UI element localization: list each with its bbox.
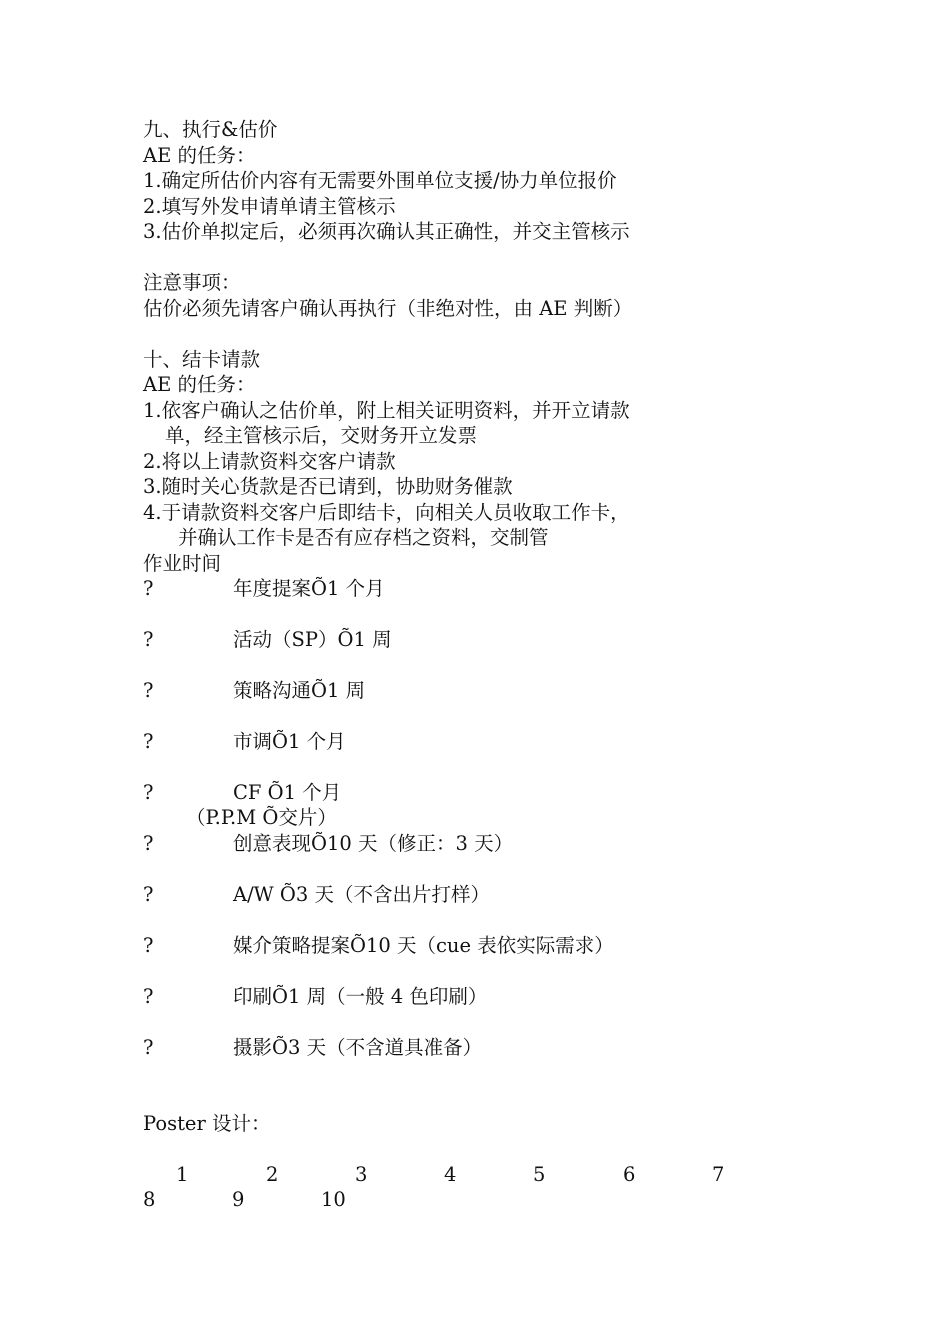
poster-number: 7 [712,1163,725,1186]
poster-number: 6 [623,1163,636,1186]
poster-number: 3 [355,1163,368,1186]
section-10-item-3: 3.随时关心货款是否已请到，协助财务催款 [143,475,513,498]
poster-label: Poster 设计： [143,1112,271,1135]
section-9-item-3: 3.估价单拟定后，必须再次确认其正确性，并交主管核示 [143,220,630,243]
section-9-ae-label: AE 的任务： [143,144,256,167]
schedule-bullet: ? [143,781,154,804]
note-text: 估价必须先请客户确认再执行（非绝对性，由 AE 判断） [143,297,633,320]
section-10-item-1-line-1: 1.依客户确认之估价单，附上相关证明资料，并开立请款 [143,399,630,422]
schedule-bullet: ? [143,832,154,855]
section-10-item-4-line-2: 并确认工作卡是否有应存档之资料，交制管 [178,526,549,549]
schedule-item-8: 媒介策略提案Õ10 天（cue 表依实际需求） [233,934,614,957]
schedule-item-1: 年度提案Õ1 个月 [233,577,385,600]
schedule-bullet: ? [143,1036,154,1059]
schedule-bullet: ? [143,679,154,702]
schedule-item-6: 创意表现Õ10 天（修正：3 天） [233,832,514,855]
section-10-heading: 十、结卡请款 [143,348,261,371]
schedule-item-4: 市调Õ1 个月 [233,730,346,753]
section-10-item-1-line-2: 单，经主管核示后，交财务开立发票 [165,424,478,447]
schedule-item-7: A/W Õ3 天（不含出片打样） [233,883,490,906]
schedule-bullet: ? [143,883,154,906]
section-10-ae-label: AE 的任务： [143,373,256,396]
poster-number: 5 [533,1163,546,1186]
schedule-bullet: ? [143,730,154,753]
poster-number: 2 [266,1163,279,1186]
schedule-bullet: ? [143,577,154,600]
schedule-cf-subnote: （P.P.M Õ交片） [186,806,337,829]
schedule-bullet: ? [143,985,154,1008]
note-label: 注意事项： [143,271,241,294]
poster-number: 1 [176,1163,189,1186]
section-9-heading: 九、执行&估价 [143,118,278,141]
section-9-item-1: 1.确定所估价内容有无需要外围单位支援/协力单位报价 [143,169,617,192]
poster-number: 9 [232,1188,245,1211]
schedule-item-10: 摄影Õ3 天（不含道具准备） [233,1036,483,1059]
poster-number: 8 [143,1188,156,1211]
schedule-item-3: 策略沟通Õ1 周 [233,679,366,702]
poster-number: 4 [444,1163,457,1186]
schedule-item-5: CF Õ1 个月 [233,781,342,804]
section-10-item-4-line-1: 4.于请款资料交客户后即结卡，向相关人员收取工作卡， [143,501,630,524]
schedule-item-9: 印刷Õ1 周（一般 4 色印刷） [233,985,488,1008]
schedule-bullet: ? [143,628,154,651]
poster-number: 10 [321,1188,346,1211]
section-10-item-2: 2.将以上请款资料交客户请款 [143,450,396,473]
schedule-item-2: 活动（SP）Õ1 周 [233,628,392,651]
section-9-item-2: 2.填写外发申请单请主管核示 [143,195,396,218]
schedule-bullet: ? [143,934,154,957]
schedule-title: 作业时间 [143,552,222,575]
